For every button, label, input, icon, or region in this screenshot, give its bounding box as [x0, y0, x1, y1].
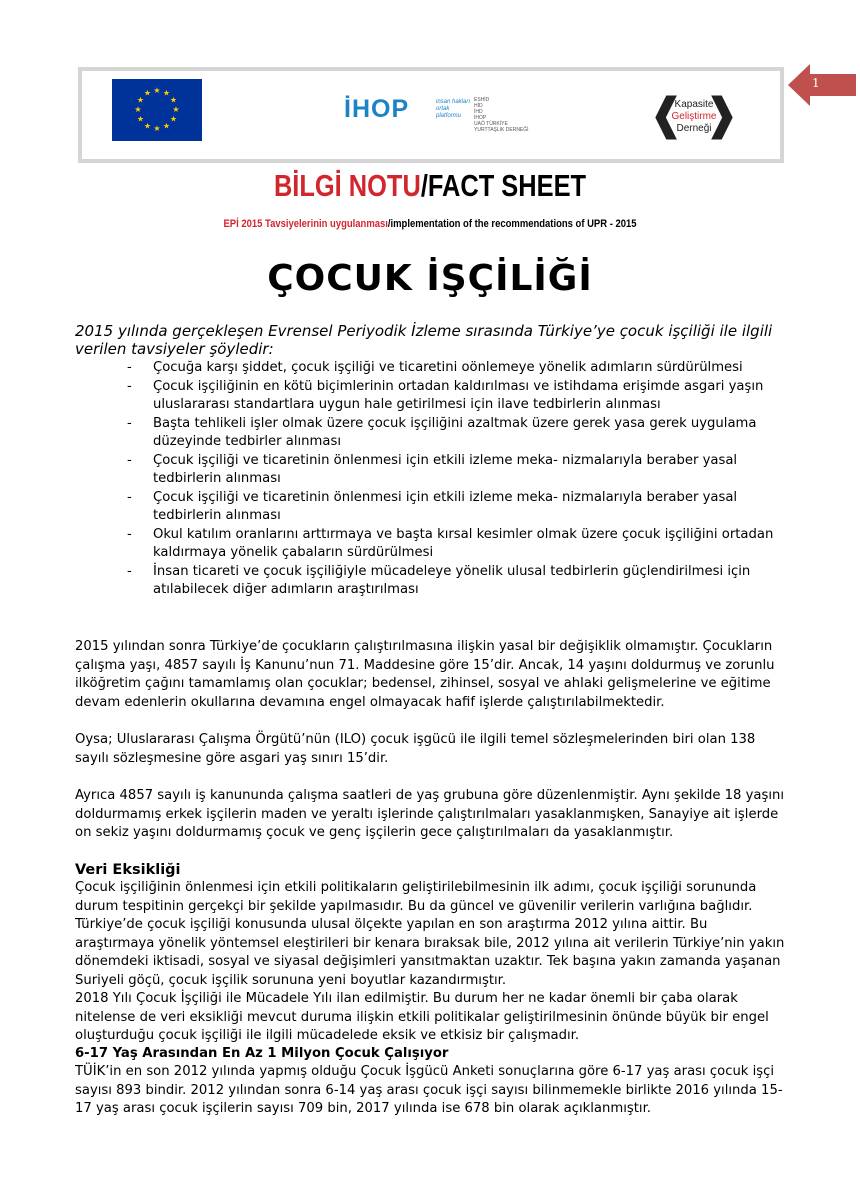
paragraph-veri-2: 2018 Yılı Çocuk İşçiliği ile Mücadele Yılı ilan edilmiştir. Bu durum her ne kadar önemli bir çaba olarak nitelense de veri eksikliği mevcut duruma ilişkin etkili politikalar geliştirilmesinin önünde büyük bir engel oluşturduğu çocuk işçiliği ile ilgili mücadelede eksik ve etkisiz bir çalışmadır. — [75, 991, 769, 1043]
ihop-member: UAÖ TÜRKİYE — [474, 121, 508, 127]
svg-text:★: ★ — [162, 88, 171, 98]
list-item-text: Çocuk işçiliği ve ticaretinin önlenmesi için etkili izleme meka- nizmalarıyla beraber yasal tedbirlerin alınması — [153, 489, 738, 523]
left-bracket-icon: ❰ — [648, 89, 685, 140]
page-number: 1 — [812, 76, 820, 90]
list-item-text: Okul katılım oranlarını arttırmaya ve başta kırsal kesimler olmak üzere çocuk işçiliğini ortadan kaldırmaya yönelik çabaların sürdürülmesi — [153, 526, 774, 560]
paragraph-ilo: Oysa; Uluslararası Çalışma Örgütü’nün (ILO) çocuk işgücü ile ilgili temel sözleşmelerinden biri olan 138 sayılı sözleşmesine göre asgari yaş sınırı 15’dir. — [75, 732, 756, 766]
list-item: - Çocuk işçiliği ve ticaretinin önlenmesi için etkili izleme meka- nizmalarıyla beraber yasal tedbirlerin alınması — [127, 489, 738, 523]
title-black-part: /FACT SHEET — [420, 168, 587, 203]
right-bracket-icon: ❱ — [703, 89, 740, 140]
kapasite-line2: Geliştirme — [671, 111, 717, 122]
list-item-text: Çocuk işçiliğinin en kötü biçimlerinin ortadan kaldırılması ve istihdama erişimde asgari yaşın uluslararası standartlara uygun hale getirilmesi için ilave tedbirlerin alınması — [153, 378, 764, 412]
subtitle-red-part: EPİ 2015 Tavsiyelerinin uygulanması — [223, 218, 388, 230]
list-item: - Okul katılım oranlarını arttırmaya ve başta kırsal kesimler olmak üzere çocuk işçiliğini ortadan kaldırmaya yönelik çabaların sürdürülmesi — [127, 526, 774, 560]
list-item-text: Çocuk işçiliği ve ticaretinin önlenmesi için etkili izleme meka- nizmalarıyla beraber yasal tedbirlerin alınması — [153, 452, 738, 486]
ihop-logo — [344, 95, 544, 135]
svg-text:★: ★ — [143, 88, 152, 98]
svg-text:★: ★ — [153, 124, 161, 133]
header-logo-box — [78, 67, 784, 163]
ihop-member: HİD — [474, 103, 483, 109]
list-item: - İnsan ticareti ve çocuk işçiliğiyle mücadeleye yönelik ulusal tedbirlerin güçlendirilmesi için atılabilecek diğer adımların araştırılması — [127, 563, 751, 597]
paragraph-veri-1: Çocuk işçiliğinin önlenmesi için etkili politikaların geliştirilebilmesinin ilk adımı, çocuk işçiliği sorununda durum tespitinin gerçekçi bir şekilde yapılmasıdır. Bu da güncel ve güvenilir verilerin varlığına bağlıdır. Türkiye’de çocuk işçiliği konusunda ulusal ölçekte yapılan en son araştırma 2012 yılına aittir. Bu araştırmaya yönelik yöntemsel eleştirileri bir kenara bıraksak bile, 2012 yılına ait verilerin Türkiye’nin yakın dönemdeki iktisadi, sosyal ve siyasal değişimleri yansıtmaktan uzaktır. Tek başına yakın zamanda yaşanan Suriyeli göçü, çocuk işçilik sorununa yeni boyutlar kazandırmıştır. — [75, 880, 785, 988]
section-heading-yas: 6-17 Yaş Arasından En Az 1 Milyon Çocuk Çalışıyor — [75, 1046, 449, 1061]
title-red-part: BİLGİ NOTU — [273, 168, 421, 203]
subtitle-black-part: /implementation of the recommendations of UPR - 2015 — [387, 218, 637, 230]
svg-text:★: ★ — [169, 114, 178, 124]
ihop-tagline: insan hakları ortak platformu — [436, 99, 471, 119]
section-heading-veri: Veri Eksikliği — [75, 862, 181, 878]
svg-text:★: ★ — [172, 105, 180, 114]
list-item: - Başta tehlikeli işler olmak üzere çocuk işçiliğini azaltmak üzere gerek yasa gerek uygulama düzeyinde tedbirler alınması — [127, 415, 757, 449]
page-number-arrow-icon — [788, 64, 856, 106]
list-item-text: İnsan ticareti ve çocuk işçiliğiyle mücadeleye yönelik ulusal tedbirlerin güçlendirilmesi için atılabilecek diğer adımların araştırılması — [153, 563, 751, 597]
list-item: - Çocuk işçiliği ve ticaretinin önlenmesi için etkili izleme meka- nizmalarıyla beraber yasal tedbirlerin alınması — [127, 452, 738, 486]
paragraph-working-hours: Ayrıca 4857 sayılı iş kanununda çalışma saatleri de yaş grubuna göre düzenlenmiştir. Aynı şekilde 18 yaşını doldurmamış erkek işçilerin maden ve yeraltı işlerinde çalıştırılmaları yasaklanmışken, Sanayiye ait işlerde on sekiz yaşını doldurmamış çocuk ve genç işçilerin gece çalıştırılmaları da yasaklanmıştır. — [75, 788, 785, 840]
kapasite-gelistirme-logo — [648, 91, 740, 143]
list-item-text: Çocuğa karşı şiddet, çocuk işçiliği ve ticaretini oönlemeye yönelik adımların sürdürülmesi — [153, 360, 743, 375]
svg-text:★: ★ — [143, 121, 152, 131]
svg-text:★: ★ — [136, 114, 145, 124]
document-title — [77, 168, 782, 204]
svg-text:★: ★ — [136, 95, 145, 105]
svg-text:★: ★ — [153, 86, 161, 95]
ihop-member: İHD — [474, 109, 483, 115]
document-subtitle — [60, 218, 800, 230]
ihop-member: YURTTAŞLIK DERNEĞİ — [474, 127, 529, 133]
main-heading: ÇOCUK İŞÇİLİĞİ — [267, 258, 593, 299]
kapasite-line3: Derneği — [676, 123, 712, 134]
ihop-member: İHOP — [474, 115, 487, 121]
eu-flag-logo — [112, 79, 202, 141]
ihop-member-list — [474, 97, 554, 133]
paragraph-legal-changes: 2015 yılından sonra Türkiye’de çocukların çalıştırılmasına ilişkin yasal bir değişiklik olmamıştır. Çocukların çalışma yaşı, 4857 sayılı İş Kanunu’nun 71. Maddesine göre 15’dir. Ancak, 14 yaşını doldurmuş ve zorunlu ilköğretim çağını tamamlamış olan çocuklar; bedensel, zihinsel, sosyal ve ahlaki gelişmelerine ve eğitime devam edenlerin okullarına devamına engel olmayacak hafif işlerde çalıştırılabilmektedir. — [75, 639, 775, 710]
list-item: - Çocuk işçiliğinin en kötü biçimlerinin ortadan kaldırılması ve istihdama erişimde asgari yaşın uluslararası standartlara uygun hale getirilmesi için ilave tedbirlerin alınması — [127, 378, 764, 412]
ihop-brand-text: İHOP — [344, 95, 410, 123]
list-item: - Çocuğa karşı şiddet, çocuk işçiliği ve ticaretini oönlemeye yönelik adımların sürdürülmesi — [127, 360, 743, 375]
svg-text:★: ★ — [162, 121, 171, 131]
ihop-member: ESHİD — [474, 97, 490, 103]
intro-text: 2015 yılında gerçekleşen Evrensel Periyodik İzleme sırasında Türkiye’ye çocuk işçiliği ile ilgili verilen tavsiyeler şöyledir: — [75, 322, 773, 358]
svg-text:★: ★ — [169, 95, 178, 105]
list-item-text: Başta tehlikeli işler olmak üzere çocuk işçiliğini azaltmak üzere gerek yasa gerek uygulama düzeyinde tedbirler alınması — [153, 415, 757, 449]
ihop-brand — [344, 95, 409, 124]
kapasite-line1: Kapasite — [674, 99, 714, 110]
recommendation-list — [75, 359, 785, 600]
svg-text:★: ★ — [134, 105, 142, 114]
paragraph-yas: TÜİK’in en son 2012 yılında yapmış olduğu Çocuk İşgücü Anketi sonuçlarına göre 6-17 yaş arası çocuk işçi sayısı 893 bindir. 2012 yılından sonra 6-14 yaş arası çocuk işçi sayısı bilinmemekle birlikte 2016 yılında 15-17 yaş arası çocuk işçilerin sayısı 709 bin, 2017 yılında ise 678 bin olarak açıklanmıştır. — [75, 1064, 783, 1116]
